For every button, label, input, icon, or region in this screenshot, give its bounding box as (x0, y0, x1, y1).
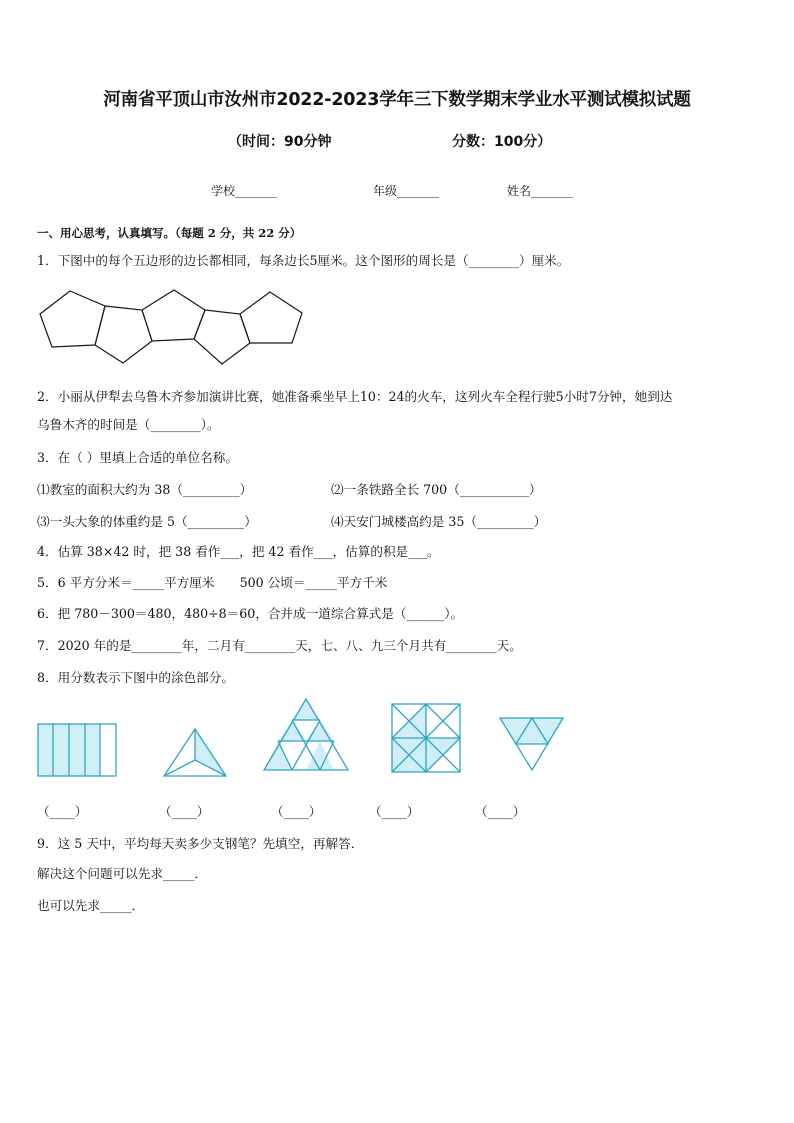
question-9: 9．这 5 天中，平均每天卖多少支钢笔？先填空，再解答． (37, 836, 364, 851)
question-3-part-1: ⑴教室的面积大约为 38（_________） (37, 482, 253, 497)
question-9-part-a: 解决这个问题可以先求_____． (37, 866, 208, 881)
question-3: 3．在（ ）里填上合适的单位名称。 (37, 450, 238, 465)
answer-blank-1[interactable]: （____） (37, 804, 88, 819)
fraction-figure-inverted-triangle (500, 718, 563, 770)
question-3-part-3: ⑶一头大象的体重约是 5（_________） (37, 514, 257, 529)
answer-blank-5[interactable]: （____） (475, 804, 526, 819)
fraction-figure-triangle-thirds (164, 729, 226, 776)
question-7: 7．2020 年的是________年，二月有________天，七、八、九三个月共有________天。 (37, 638, 522, 653)
fraction-figure-strips (38, 724, 116, 776)
question-2-line-1: 2．小丽从伊犁去乌鲁木齐参加演讲比赛，她准备乘坐早上10：24的火车，这列火车全程行驶5小时7分钟，她到达 (37, 389, 673, 404)
exam-score: 分数：100分） (452, 134, 552, 150)
school-field: 学校_______ (211, 184, 278, 198)
answer-blank-2[interactable]: （____） (159, 804, 210, 819)
answer-blank-3[interactable]: （____） (271, 804, 322, 819)
question-1: 1．下图中的每个五边形的边长都相同，每条边长5厘米。这个图形的周长是（________）厘米。 (37, 253, 570, 268)
page-title: 河南省平顶山市汝州市2022-2023学年三下数学期末学业水平测试模拟试题 (103, 90, 691, 110)
exam-time: （时间：90分钟 (228, 134, 332, 150)
question-8: 8．用分数表示下图中的涂色部分。 (37, 670, 234, 685)
question-6: 6．把 780－300＝480，480÷8＝60，合并成一道综合算式是（______）。 (37, 606, 464, 621)
question-3-part-2: ⑵一条铁路全长 700（___________） (331, 482, 542, 497)
question-5: 5．6 平方分米＝_____平方厘米 500 公顷＝_____平方千米 (37, 575, 388, 590)
fraction-figure-triangle-ninths (264, 699, 348, 770)
grade-field: 年级_______ (373, 184, 440, 198)
section-heading: 一、用心思考，认真填写。（每题 2 分，共 22 分） (37, 226, 302, 240)
fraction-figure-square-diamond (392, 704, 460, 772)
name-field: 姓名_______ (507, 184, 574, 198)
question-3-part-4: ⑷天安门城楼高约是 35（_________） (331, 514, 547, 529)
question-4: 4．估算 38×42 时，把 38 看作___，把 42 看作___，估算的积是___。 (37, 544, 440, 559)
question-9-part-b: 也可以先求_____． (37, 898, 145, 913)
question-2-line-2: 乌鲁木齐的时间是（________）。 (37, 417, 220, 432)
answer-blank-4[interactable]: （____） (369, 804, 420, 819)
